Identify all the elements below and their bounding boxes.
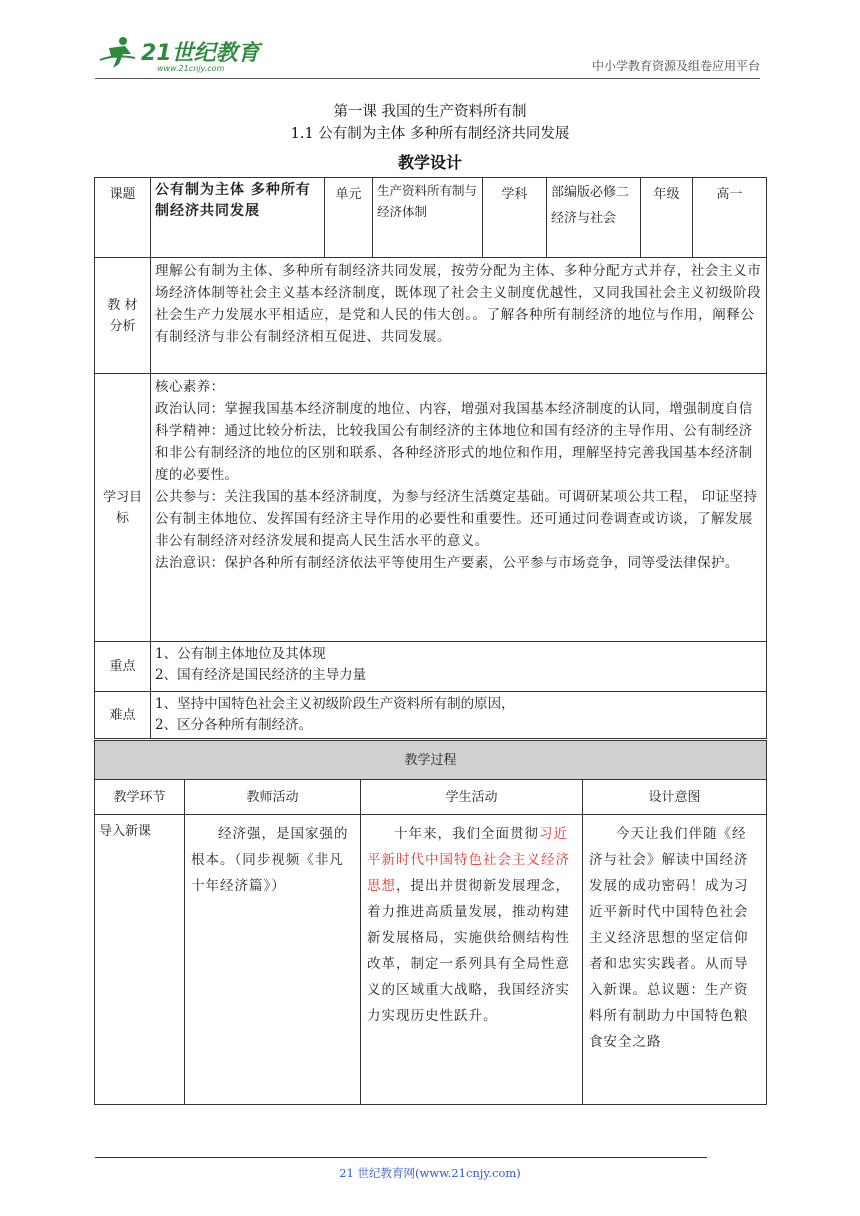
header-teacher: 教师活动 [185, 780, 361, 815]
goals-label: 学习目标 [95, 374, 151, 642]
runner-logo-icon [95, 34, 265, 74]
goals-content [151, 374, 767, 642]
info-row [95, 178, 767, 258]
teacher-cell [185, 815, 361, 1105]
keypoint-item: 1、公有制主体地位及其体现 [155, 646, 326, 662]
process-header-row [95, 780, 767, 815]
grade-label: 年级 [641, 178, 693, 258]
logo-url: www.21cnjy.com [157, 64, 225, 73]
header-stage: 教学环节 [95, 780, 185, 815]
subject-label: 学科 [483, 178, 547, 258]
unit-value: 生产资料所有制与经济体制 [373, 178, 483, 258]
goals-core: 核心素养： [155, 379, 225, 395]
header-student: 学生活动 [361, 780, 583, 815]
topic-label: 课题 [95, 178, 151, 258]
process-title: 教学过程 [95, 741, 767, 780]
intent-cell [583, 815, 767, 1105]
footer-divider [95, 1157, 707, 1158]
process-table [94, 740, 767, 1105]
info-table [94, 177, 767, 739]
goals-public: 公共参与：关注我国的基本经济制度，为参与经济生活奠定基础。可调研某项公共工程， 印证坚持公有制主体地位、发挥国有经济主导作用的必要性和重要性。还可通过问卷调查或访谈，了解发展非公有制经济对经济发展和提高人民生活水平的意义。 [155, 489, 758, 549]
analysis-text: 理解公有制为主体、多种所有制经济共同发展，按劳分配为主体、多种分配方式并存，社会主义市场经济体制等社会主义基本经济制度，既体现了社会主义制度优越性，又同我国社会主义初级阶段社会生产力发展水平相适应，是党和人民的伟大创。。了解各种所有制经济的地位与作用，阐释公有制经济与非公有制经济相互促进、共同发展。 [151, 258, 767, 374]
keypoints-label: 重点 [95, 642, 151, 692]
unit-label: 单元 [325, 178, 373, 258]
student-text-pre: 十年来，我们全面贯彻 [394, 826, 539, 842]
difficulty-item: 2、区分各种所有制经济。 [155, 717, 313, 733]
keypoint-item: 2、国有经济是国民经济的主导力量 [155, 667, 367, 683]
goals-row [95, 374, 767, 642]
difficulty-item: 1、坚持中国特色社会主义初级阶段生产资料所有制的原因， [155, 696, 515, 712]
student-text-post: ，提出并贯彻新发展理念，着力推进高质量发展，推动构建新发展格局，实施供给侧结构性改革，制定一系列具有全局性意义的区域重大战略，我国经济实力实现历史性跃升。 [367, 878, 570, 1024]
site-logo[interactable] [95, 34, 265, 74]
student-text [367, 821, 576, 1029]
difficulties-row [95, 692, 767, 739]
keypoints-content [151, 642, 767, 692]
subject-value: 部编版必修二 经济与社会 [547, 178, 641, 258]
analysis-row [95, 258, 767, 374]
topic-value: 公有制为主体 多种所有制经济共同发展 [151, 178, 325, 258]
intent-text: 今天让我们伴随《经济与社会》解读中国经济发展的成功密码！成为习近平新时代中国特色社会主义经济思想的坚定信仰者和忠实实践者。从而导入新课。总议题：生产资料所有制助力中国特色粮食安全之路 [589, 826, 749, 1050]
logo-text: 21世纪教育 [141, 41, 260, 66]
header-intent: 设计意图 [583, 780, 767, 815]
process-title-row [95, 741, 767, 780]
footer-link[interactable]: 21 世纪教育网(www.21cnjy.com) [339, 1166, 521, 1180]
goals-political: 政治认同：掌握我国基本经济制度的地位、内容，增强对我国基本经济制度的认同，增强制度自信 [155, 401, 753, 417]
keypoints-row [95, 642, 767, 692]
section-title: 1.1 公有制为主体 多种所有制经济共同发展 [290, 126, 570, 142]
difficulties-content [151, 692, 767, 739]
lesson-title: 第一课 我国的生产资料所有制 [333, 104, 527, 120]
platform-name: 中小学教育资源及组卷应用平台 [591, 59, 760, 73]
design-title: 教学设计 [397, 153, 462, 172]
analysis-label: 教 材 分析 [95, 258, 151, 374]
teacher-text: 经济强，是国家强的根本。（同步视频《非凡十年经济篇》） [191, 826, 349, 894]
grade-value: 高一 [693, 178, 767, 258]
student-text-highlight: 习近平新时代中国特色社会主义经济思想 [367, 826, 570, 894]
student-cell [361, 815, 583, 1105]
goals-law: 法治意识：保护各种所有制经济依法平等使用生产要素，公平参与市场竞争，同等受法律保护。 [155, 555, 739, 571]
goals-science: 科学精神：通过比较分析法，比较我国公有制经济的主体地位和国有经济的主导作用、公有制经济和非公有制经济的地位的区别和联系、各种经济形式的地位和作用，理解坚持完善我国基本经济制度的必要性。 [155, 423, 753, 483]
difficulties-label: 难点 [95, 692, 151, 739]
process-row [95, 815, 767, 1105]
stage-cell: 导入新课 [95, 815, 185, 1105]
page-header [95, 30, 760, 79]
